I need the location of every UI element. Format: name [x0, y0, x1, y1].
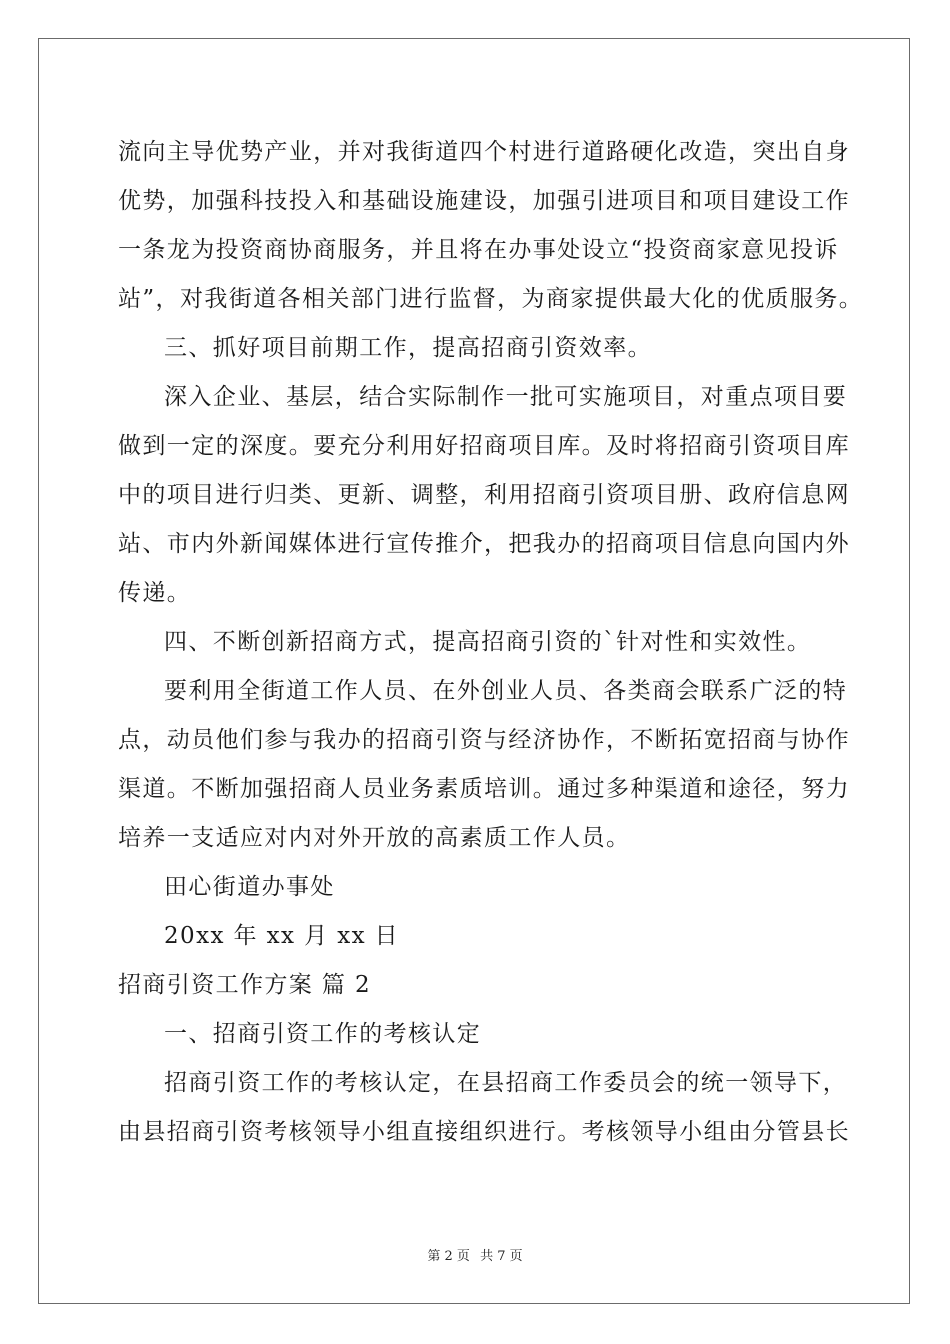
document-body	[118, 128, 864, 1157]
page-total: 共 7 页	[480, 1249, 523, 1264]
text-line: 一条龙为投资商协商服务，并且将在办事处设立“投资商家意见投诉	[118, 237, 839, 263]
text-line: 做到一定的深度。要充分利用好招商项目库。及时将招商引资项目库	[118, 433, 850, 459]
text-line: 由县招商引资考核领导小组直接组织进行。考核领导小组由分管县长	[118, 1119, 850, 1145]
text-line: 流向主导优势产业，并对我街道四个村进行道路硬化改造，突出自身	[118, 139, 850, 165]
text-line: 传递。	[118, 580, 192, 606]
page-number: 第 2 页	[427, 1249, 470, 1264]
text-line: 田心街道办事处	[164, 874, 335, 900]
text-line: 点，动员他们参与我办的招商引资与经济协作，不断拓宽招商与协作	[118, 727, 850, 753]
text-line: 要利用全街道工作人员、在外创业人员、各类商会联系广泛的特	[164, 678, 848, 704]
text-line: 深入企业、基层，结合实际制作一批可实施项目，对重点项目要	[164, 384, 848, 410]
text-line: 站、市内外新闻媒体进行宣传推介，把我办的招商项目信息向国内外	[118, 531, 850, 557]
text-line: 三、抓好项目前期工作，提高招商引资效率。	[164, 335, 652, 361]
text-line: 招商引资工作的考核认定，在县招商工作委员会的统一领导下，	[164, 1070, 848, 1096]
text-line: 四、不断创新招商方式，提高招商引资的`针对性和实效性。	[164, 629, 812, 655]
page-footer	[0, 1245, 950, 1264]
text-line: 站”，对我街道各相关部门进行监督，为商家提供最大化的优质服务。	[118, 286, 864, 312]
text-line: 优势，加强科技投入和基础设施建设，加强引进项目和项目建设工作	[118, 188, 850, 214]
text-line: 渠道。不断加强招商人员业务素质培训。通过多种渠道和途径，努力	[118, 776, 850, 802]
text-line: 中的项目进行归类、更新、调整，利用招商引资项目册、政府信息网	[118, 482, 850, 508]
text-line: 一、招商引资工作的考核认定	[164, 1021, 482, 1047]
text-line: 20xx 年 xx 月 xx 日	[164, 923, 400, 949]
text-line: 培养一支适应对内对外开放的高素质工作人员。	[118, 825, 631, 851]
text-line: 招商引资工作方案 篇 2	[118, 972, 372, 998]
